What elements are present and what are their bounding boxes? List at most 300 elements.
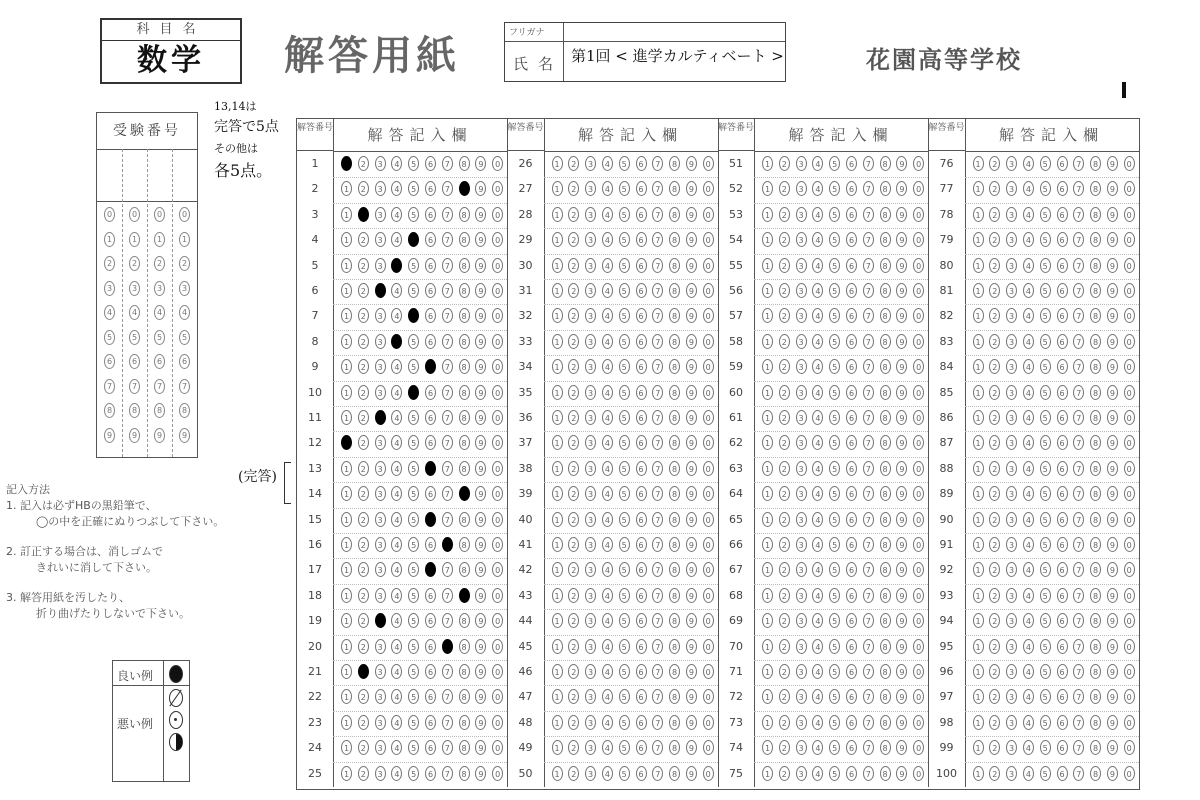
answer-bubble[interactable]: 7	[863, 258, 874, 273]
answer-bubble[interactable]: 9	[686, 562, 697, 577]
answer-bubble[interactable]: 9	[1107, 613, 1118, 628]
exam-digit-bubble[interactable]: 6	[154, 354, 165, 369]
exam-digit-bubble[interactable]: 0	[104, 207, 115, 222]
answer-bubble[interactable]: 6	[1057, 486, 1068, 501]
answer-bubble[interactable]	[425, 461, 436, 476]
answer-bubble[interactable]: 5	[619, 715, 630, 730]
answer-bubble[interactable]: 4	[391, 639, 402, 654]
answer-bubble[interactable]: 5	[408, 562, 419, 577]
answer-bubble[interactable]: 7	[1073, 639, 1084, 654]
answer-bubble[interactable]: 9	[896, 766, 907, 781]
answer-bubble[interactable]: 8	[669, 689, 680, 704]
answer-bubble[interactable]: 6	[1057, 410, 1068, 425]
answer-bubble[interactable]: 4	[1023, 613, 1034, 628]
answer-bubble[interactable]: 5	[1040, 156, 1051, 171]
answer-bubble[interactable]: 4	[812, 537, 823, 552]
answer-bubble[interactable]: 0	[913, 512, 924, 527]
answer-bubble[interactable]: 5	[619, 613, 630, 628]
answer-bubble[interactable]: 9	[1107, 207, 1118, 222]
answer-bubble[interactable]: 7	[652, 156, 663, 171]
answer-bubble[interactable]: 3	[1006, 435, 1017, 450]
answer-bubble[interactable]: 0	[1124, 410, 1135, 425]
answer-bubble[interactable]: 6	[636, 435, 647, 450]
answer-bubble[interactable]: 5	[829, 689, 840, 704]
answer-bubble[interactable]: 1	[552, 740, 563, 755]
answer-bubble[interactable]: 6	[846, 435, 857, 450]
answer-bubble[interactable]: 2	[989, 334, 1000, 349]
answer-bubble[interactable]: 9	[475, 385, 486, 400]
answer-bubble[interactable]: 7	[652, 537, 663, 552]
answer-bubble[interactable]: 7	[863, 232, 874, 247]
answer-bubble[interactable]: 0	[703, 613, 714, 628]
answer-bubble[interactable]: 2	[568, 588, 579, 603]
answer-bubble[interactable]: 7	[1073, 258, 1084, 273]
answer-bubble[interactable]: 9	[1107, 410, 1118, 425]
answer-bubble[interactable]: 5	[408, 639, 419, 654]
answer-bubble[interactable]: 7	[863, 207, 874, 222]
answer-bubble[interactable]: 5	[1040, 334, 1051, 349]
answer-bubble[interactable]: 3	[585, 283, 596, 298]
answer-bubble[interactable]: 7	[442, 461, 453, 476]
answer-bubble[interactable]: 7	[652, 512, 663, 527]
answer-bubble[interactable]: 2	[568, 512, 579, 527]
answer-bubble[interactable]: 3	[1006, 308, 1017, 323]
answer-bubble[interactable]: 3	[585, 486, 596, 501]
answer-bubble[interactable]: 5	[619, 537, 630, 552]
answer-bubble[interactable]: 0	[913, 181, 924, 196]
answer-bubble[interactable]: 4	[812, 588, 823, 603]
answer-bubble[interactable]: 9	[896, 232, 907, 247]
answer-bubble[interactable]: 4	[391, 385, 402, 400]
answer-bubble[interactable]: 1	[973, 664, 984, 679]
answer-bubble[interactable]: 3	[1006, 283, 1017, 298]
answer-bubble[interactable]: 4	[1023, 461, 1034, 476]
answer-bubble[interactable]: 6	[1057, 258, 1068, 273]
answer-bubble[interactable]: 4	[602, 181, 613, 196]
answer-bubble[interactable]: 7	[863, 512, 874, 527]
answer-bubble[interactable]: 9	[475, 689, 486, 704]
answer-bubble[interactable]: 6	[846, 283, 857, 298]
answer-bubble[interactable]: 2	[989, 486, 1000, 501]
answer-bubble[interactable]: 8	[459, 639, 470, 654]
answer-bubble[interactable]: 8	[880, 588, 891, 603]
answer-bubble[interactable]: 6	[425, 766, 436, 781]
answer-bubble[interactable]: 2	[358, 334, 369, 349]
answer-bubble[interactable]: 5	[408, 461, 419, 476]
answer-bubble[interactable]: 9	[1107, 435, 1118, 450]
exam-digit-bubble[interactable]: 0	[179, 207, 190, 222]
answer-bubble[interactable]: 3	[1006, 207, 1017, 222]
answer-bubble[interactable]: 4	[602, 613, 613, 628]
answer-bubble[interactable]: 4	[812, 486, 823, 501]
answer-bubble[interactable]: 4	[812, 512, 823, 527]
answer-bubble[interactable]: 4	[812, 334, 823, 349]
answer-bubble[interactable]	[459, 588, 470, 603]
answer-bubble[interactable]: 3	[585, 207, 596, 222]
answer-bubble[interactable]: 8	[1090, 766, 1101, 781]
answer-bubble[interactable]: 5	[829, 639, 840, 654]
answer-bubble[interactable]: 0	[492, 156, 503, 171]
answer-bubble[interactable]: 9	[1107, 715, 1118, 730]
exam-digit-bubble[interactable]: 6	[179, 354, 190, 369]
answer-bubble[interactable]: 5	[619, 512, 630, 527]
answer-bubble[interactable]: 7	[652, 689, 663, 704]
answer-bubble[interactable]: 8	[880, 435, 891, 450]
answer-bubble[interactable]: 1	[341, 512, 352, 527]
answer-bubble[interactable]: 2	[568, 562, 579, 577]
answer-bubble[interactable]: 2	[779, 537, 790, 552]
answer-bubble[interactable]: 0	[492, 562, 503, 577]
exam-digit-bubble[interactable]: 0	[154, 207, 165, 222]
answer-bubble[interactable]: 8	[880, 613, 891, 628]
answer-bubble[interactable]: 4	[812, 410, 823, 425]
answer-bubble[interactable]: 7	[442, 410, 453, 425]
answer-bubble[interactable]	[375, 410, 386, 425]
answer-bubble[interactable]: 9	[1107, 232, 1118, 247]
answer-bubble[interactable]: 8	[669, 435, 680, 450]
answer-bubble[interactable]: 5	[1040, 410, 1051, 425]
answer-bubble[interactable]: 9	[1107, 308, 1118, 323]
answer-bubble[interactable]: 2	[989, 740, 1000, 755]
answer-bubble[interactable]: 1	[973, 740, 984, 755]
answer-bubble[interactable]: 2	[779, 283, 790, 298]
answer-bubble[interactable]: 0	[913, 359, 924, 374]
answer-bubble[interactable]: 7	[442, 207, 453, 222]
answer-bubble[interactable]: 6	[846, 308, 857, 323]
answer-bubble[interactable]: 1	[341, 410, 352, 425]
answer-bubble[interactable]: 4	[391, 283, 402, 298]
answer-bubble[interactable]: 1	[552, 308, 563, 323]
answer-bubble[interactable]: 4	[812, 689, 823, 704]
answer-bubble[interactable]: 1	[762, 613, 773, 628]
answer-bubble[interactable]: 7	[652, 562, 663, 577]
answer-bubble[interactable]: 7	[652, 258, 663, 273]
answer-bubble[interactable]: 5	[1040, 689, 1051, 704]
answer-bubble[interactable]: 7	[442, 664, 453, 679]
answer-bubble[interactable]	[425, 512, 436, 527]
answer-bubble[interactable]: 7	[863, 181, 874, 196]
answer-bubble[interactable]: 1	[973, 207, 984, 222]
answer-bubble[interactable]: 7	[442, 740, 453, 755]
answer-bubble[interactable]: 9	[686, 512, 697, 527]
answer-bubble[interactable]: 7	[652, 334, 663, 349]
answer-bubble[interactable]: 4	[602, 562, 613, 577]
answer-bubble[interactable]: 6	[425, 385, 436, 400]
answer-bubble[interactable]: 3	[796, 156, 807, 171]
answer-bubble[interactable]: 0	[703, 562, 714, 577]
answer-bubble[interactable]: 7	[863, 486, 874, 501]
answer-bubble[interactable]: 6	[636, 258, 647, 273]
answer-bubble[interactable]: 7	[863, 334, 874, 349]
answer-bubble[interactable]: 4	[812, 156, 823, 171]
answer-bubble[interactable]: 0	[703, 537, 714, 552]
answer-bubble[interactable]: 6	[425, 156, 436, 171]
answer-bubble[interactable]: 5	[408, 181, 419, 196]
answer-bubble[interactable]: 1	[552, 410, 563, 425]
answer-bubble[interactable]: 8	[669, 664, 680, 679]
answer-bubble[interactable]: 3	[585, 740, 596, 755]
answer-bubble[interactable]	[391, 334, 402, 349]
answer-bubble[interactable]: 9	[686, 613, 697, 628]
answer-bubble[interactable]: 0	[703, 232, 714, 247]
answer-bubble[interactable]: 9	[896, 435, 907, 450]
answer-bubble[interactable]: 9	[686, 639, 697, 654]
answer-bubble[interactable]: 5	[829, 461, 840, 476]
answer-bubble[interactable]: 2	[568, 207, 579, 222]
answer-bubble[interactable]	[358, 207, 369, 222]
answer-bubble[interactable]: 6	[636, 588, 647, 603]
answer-bubble[interactable]: 4	[391, 359, 402, 374]
answer-bubble[interactable]: 2	[779, 359, 790, 374]
answer-bubble[interactable]: 9	[1107, 181, 1118, 196]
answer-bubble[interactable]: 9	[896, 486, 907, 501]
answer-bubble[interactable]: 2	[568, 664, 579, 679]
exam-digit-bubble[interactable]: 9	[129, 428, 140, 443]
answer-bubble[interactable]: 0	[492, 283, 503, 298]
answer-bubble[interactable]: 7	[442, 385, 453, 400]
answer-bubble[interactable]: 3	[1006, 385, 1017, 400]
answer-bubble[interactable]: 9	[475, 410, 486, 425]
name-field[interactable]: 第1回 < 進学カルティベート >	[571, 47, 784, 65]
answer-bubble[interactable]: 6	[846, 588, 857, 603]
answer-bubble[interactable]: 2	[779, 689, 790, 704]
answer-bubble[interactable]: 9	[686, 664, 697, 679]
answer-bubble[interactable]: 4	[391, 740, 402, 755]
answer-bubble[interactable]: 1	[552, 283, 563, 298]
answer-bubble[interactable]: 0	[913, 435, 924, 450]
answer-bubble[interactable]: 5	[408, 512, 419, 527]
answer-bubble[interactable]: 1	[973, 537, 984, 552]
answer-bubble[interactable]: 1	[552, 613, 563, 628]
answer-bubble[interactable]: 9	[475, 156, 486, 171]
answer-bubble[interactable]: 0	[913, 308, 924, 323]
answer-bubble[interactable]: 0	[703, 664, 714, 679]
answer-bubble[interactable]: 8	[669, 359, 680, 374]
answer-bubble[interactable]: 4	[391, 689, 402, 704]
answer-bubble[interactable]: 8	[880, 156, 891, 171]
answer-bubble[interactable]: 9	[686, 156, 697, 171]
answer-bubble[interactable]: 8	[459, 359, 470, 374]
answer-bubble[interactable]: 3	[585, 232, 596, 247]
answer-bubble[interactable]: 1	[762, 435, 773, 450]
answer-bubble[interactable]: 4	[391, 664, 402, 679]
answer-bubble[interactable]: 4	[812, 461, 823, 476]
exam-digit-bubble[interactable]: 2	[104, 256, 115, 271]
answer-bubble[interactable]: 6	[846, 486, 857, 501]
answer-bubble[interactable]: 9	[896, 207, 907, 222]
answer-bubble[interactable]: 5	[408, 588, 419, 603]
answer-bubble[interactable]: 7	[863, 410, 874, 425]
answer-bubble[interactable]: 6	[1057, 334, 1068, 349]
answer-bubble[interactable]: 7	[652, 766, 663, 781]
answer-bubble[interactable]: 2	[568, 537, 579, 552]
answer-bubble[interactable]: 0	[492, 207, 503, 222]
answer-bubble[interactable]: 6	[1057, 537, 1068, 552]
answer-bubble[interactable]: 8	[880, 766, 891, 781]
answer-bubble[interactable]: 1	[762, 334, 773, 349]
answer-bubble[interactable]: 9	[475, 461, 486, 476]
answer-bubble[interactable]: 1	[973, 232, 984, 247]
answer-bubble[interactable]: 9	[686, 766, 697, 781]
answer-bubble[interactable]: 0	[703, 258, 714, 273]
answer-bubble[interactable]: 2	[989, 207, 1000, 222]
answer-bubble[interactable]: 7	[442, 435, 453, 450]
answer-bubble[interactable]: 1	[762, 562, 773, 577]
answer-bubble[interactable]: 0	[913, 385, 924, 400]
answer-bubble[interactable]: 0	[913, 461, 924, 476]
answer-bubble[interactable]: 2	[989, 410, 1000, 425]
answer-bubble[interactable]: 4	[602, 334, 613, 349]
answer-bubble[interactable]: 9	[686, 715, 697, 730]
answer-bubble[interactable]: 8	[880, 283, 891, 298]
answer-bubble[interactable]: 5	[829, 385, 840, 400]
answer-bubble[interactable]: 9	[1107, 385, 1118, 400]
answer-bubble[interactable]: 3	[585, 334, 596, 349]
answer-bubble[interactable]: 2	[989, 537, 1000, 552]
answer-bubble[interactable]: 3	[796, 766, 807, 781]
answer-bubble[interactable]: 4	[391, 715, 402, 730]
answer-bubble[interactable]: 3	[375, 308, 386, 323]
answer-bubble[interactable]: 1	[762, 308, 773, 323]
answer-bubble[interactable]: 7	[652, 588, 663, 603]
answer-bubble[interactable]: 8	[1090, 562, 1101, 577]
answer-bubble[interactable]: 1	[762, 181, 773, 196]
answer-bubble[interactable]: 4	[1023, 334, 1034, 349]
exam-digit-bubble[interactable]: 3	[154, 281, 165, 296]
answer-bubble[interactable]: 5	[1040, 715, 1051, 730]
exam-digit-bubble[interactable]: 6	[104, 354, 115, 369]
answer-bubble[interactable]: 2	[568, 410, 579, 425]
answer-bubble[interactable]: 6	[1057, 156, 1068, 171]
answer-bubble[interactable]	[358, 664, 369, 679]
answer-bubble[interactable]: 3	[585, 715, 596, 730]
answer-bubble[interactable]: 2	[779, 410, 790, 425]
answer-bubble[interactable]: 8	[1090, 385, 1101, 400]
answer-bubble[interactable]	[459, 486, 470, 501]
answer-bubble[interactable]	[408, 232, 419, 247]
answer-bubble[interactable]: 7	[442, 766, 453, 781]
answer-bubble[interactable]: 0	[703, 461, 714, 476]
answer-bubble[interactable]: 0	[492, 486, 503, 501]
answer-bubble[interactable]: 8	[669, 562, 680, 577]
answer-bubble[interactable]: 3	[375, 258, 386, 273]
answer-bubble[interactable]: 6	[846, 232, 857, 247]
answer-bubble[interactable]: 2	[358, 410, 369, 425]
answer-bubble[interactable]: 9	[1107, 512, 1118, 527]
answer-bubble[interactable]: 5	[619, 740, 630, 755]
answer-bubble[interactable]: 3	[585, 156, 596, 171]
answer-bubble[interactable]: 5	[1040, 588, 1051, 603]
answer-bubble[interactable]: 4	[602, 639, 613, 654]
answer-bubble[interactable]: 5	[408, 156, 419, 171]
answer-bubble[interactable]: 0	[1124, 766, 1135, 781]
exam-digit-bubble[interactable]: 1	[104, 232, 115, 247]
answer-bubble[interactable]: 4	[1023, 283, 1034, 298]
answer-bubble[interactable]: 8	[1090, 512, 1101, 527]
answer-bubble[interactable]: 8	[1090, 283, 1101, 298]
answer-bubble[interactable]: 4	[391, 537, 402, 552]
answer-bubble[interactable]: 0	[913, 689, 924, 704]
answer-bubble[interactable]: 8	[1090, 740, 1101, 755]
answer-bubble[interactable]: 5	[1040, 435, 1051, 450]
answer-bubble[interactable]: 5	[619, 385, 630, 400]
exam-digit-bubble[interactable]: 3	[129, 281, 140, 296]
answer-bubble[interactable]: 3	[585, 181, 596, 196]
answer-bubble[interactable]: 1	[552, 639, 563, 654]
answer-bubble[interactable]: 5	[829, 181, 840, 196]
answer-bubble[interactable]: 0	[913, 410, 924, 425]
answer-bubble[interactable]: 1	[973, 486, 984, 501]
answer-bubble[interactable]: 4	[1023, 232, 1034, 247]
answer-bubble[interactable]	[341, 156, 352, 171]
answer-bubble[interactable]: 6	[636, 766, 647, 781]
answer-bubble[interactable]: 6	[636, 334, 647, 349]
answer-bubble[interactable]: 6	[1057, 512, 1068, 527]
answer-bubble[interactable]: 7	[652, 435, 663, 450]
answer-bubble[interactable]: 5	[1040, 512, 1051, 527]
answer-bubble[interactable]: 0	[1124, 435, 1135, 450]
exam-digit-bubble[interactable]: 7	[179, 379, 190, 394]
answer-bubble[interactable]: 2	[779, 486, 790, 501]
answer-bubble[interactable]: 0	[492, 435, 503, 450]
exam-digit-bubble[interactable]: 8	[104, 403, 115, 418]
answer-bubble[interactable]: 9	[686, 385, 697, 400]
answer-bubble[interactable]: 2	[989, 283, 1000, 298]
answer-bubble[interactable]: 4	[1023, 258, 1034, 273]
answer-bubble[interactable]: 1	[552, 562, 563, 577]
answer-bubble[interactable]: 8	[459, 664, 470, 679]
answer-bubble[interactable]: 2	[568, 461, 579, 476]
answer-bubble[interactable]: 9	[1107, 359, 1118, 374]
answer-bubble[interactable]: 1	[552, 334, 563, 349]
answer-bubble[interactable]: 7	[442, 613, 453, 628]
answer-bubble[interactable]: 5	[619, 207, 630, 222]
answer-bubble[interactable]: 6	[846, 664, 857, 679]
answer-bubble[interactable]: 7	[863, 537, 874, 552]
answer-bubble[interactable]: 5	[619, 410, 630, 425]
answer-bubble[interactable]: 5	[829, 664, 840, 679]
answer-bubble[interactable]: 8	[880, 486, 891, 501]
answer-bubble[interactable]: 1	[762, 232, 773, 247]
answer-bubble[interactable]: 0	[703, 359, 714, 374]
answer-bubble[interactable]: 2	[989, 181, 1000, 196]
answer-bubble[interactable]: 6	[1057, 181, 1068, 196]
answer-bubble[interactable]: 5	[408, 689, 419, 704]
answer-bubble[interactable]: 0	[913, 232, 924, 247]
answer-bubble[interactable]: 5	[829, 562, 840, 577]
answer-bubble[interactable]: 5	[619, 359, 630, 374]
answer-bubble[interactable]: 6	[846, 359, 857, 374]
answer-bubble[interactable]: 1	[341, 766, 352, 781]
answer-bubble[interactable]: 4	[602, 715, 613, 730]
answer-bubble[interactable]: 6	[1057, 613, 1068, 628]
exam-digit-bubble[interactable]: 8	[154, 403, 165, 418]
answer-bubble[interactable]	[459, 181, 470, 196]
answer-bubble[interactable]: 2	[358, 512, 369, 527]
answer-bubble[interactable]: 1	[762, 740, 773, 755]
answer-bubble[interactable]: 3	[375, 512, 386, 527]
answer-bubble[interactable]: 4	[602, 359, 613, 374]
answer-bubble[interactable]: 3	[585, 359, 596, 374]
answer-bubble[interactable]: 5	[829, 435, 840, 450]
answer-bubble[interactable]: 4	[391, 512, 402, 527]
answer-bubble[interactable]: 0	[703, 639, 714, 654]
answer-bubble[interactable]: 3	[1006, 740, 1017, 755]
answer-bubble[interactable]: 6	[846, 639, 857, 654]
answer-bubble[interactable]: 1	[341, 537, 352, 552]
answer-bubble[interactable]: 1	[973, 435, 984, 450]
answer-bubble[interactable]: 6	[425, 715, 436, 730]
